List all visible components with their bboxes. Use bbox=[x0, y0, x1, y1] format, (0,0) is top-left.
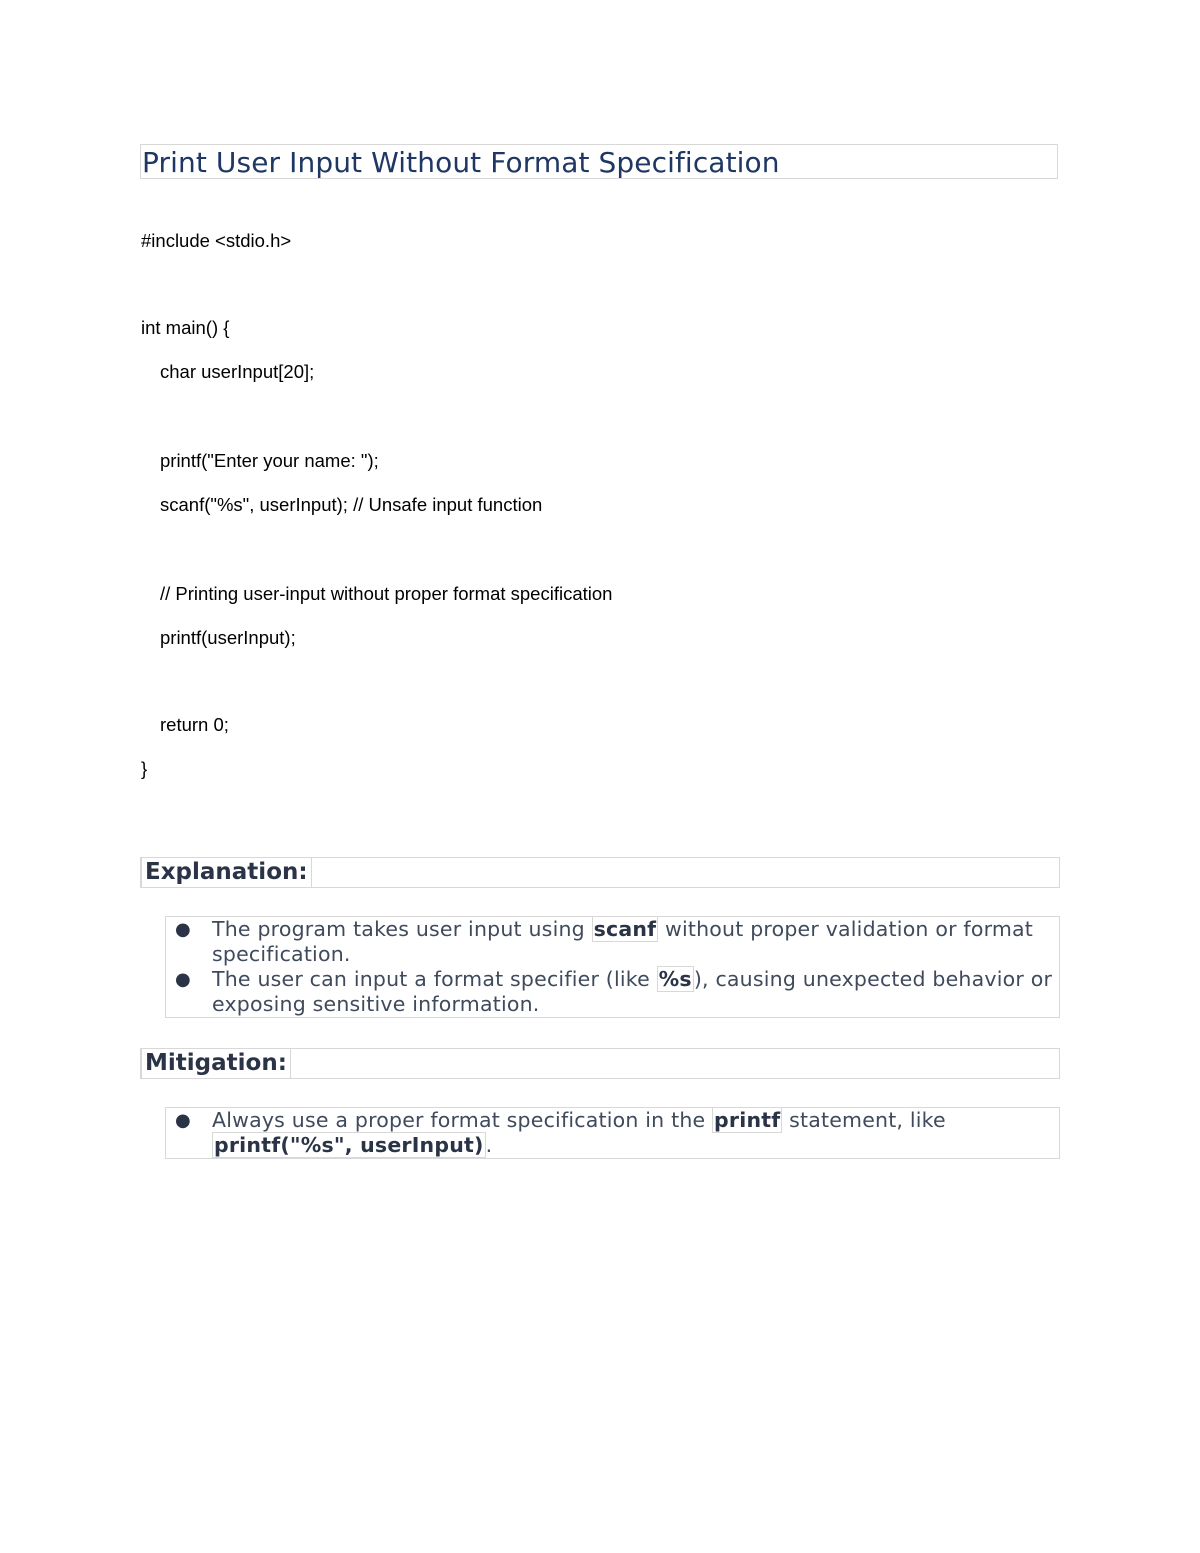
list-item-text: without proper validation or format specification. bbox=[212, 917, 1034, 966]
explanation-heading-box bbox=[140, 857, 1060, 888]
mitigation-list bbox=[165, 1107, 1060, 1159]
list-item-text: Always use a proper format specification in the bbox=[212, 1108, 713, 1132]
list-item bbox=[166, 917, 1059, 967]
code-line-comment: // Printing user-input without proper format specification bbox=[160, 583, 613, 604]
inline-code: scanf bbox=[593, 917, 657, 941]
code-line-scanf: scanf("%s", userInput); // Unsafe input function bbox=[160, 494, 543, 515]
code-line-declare: char userInput[20]; bbox=[160, 361, 315, 382]
code-line-return: return 0; bbox=[160, 714, 229, 735]
bullet-icon: ● bbox=[175, 969, 191, 990]
bullet-icon: ● bbox=[175, 919, 191, 940]
list-item-text: The program takes user input using bbox=[212, 917, 592, 941]
inline-code: printf bbox=[714, 1108, 781, 1132]
list-item-text: statement, like bbox=[782, 1108, 946, 1132]
code-line-main: int main() { bbox=[141, 317, 230, 338]
mitigation-heading: Mitigation: bbox=[141, 1048, 291, 1079]
page-title: Print User Input Without Format Specification bbox=[142, 146, 780, 179]
inline-code: printf("%s", userInput) bbox=[214, 1133, 484, 1157]
code-line-include: #include <stdio.h> bbox=[141, 230, 292, 251]
explanation-list bbox=[165, 916, 1060, 1018]
list-item-text: . bbox=[485, 1133, 493, 1157]
code-line-printf-unsafe: printf(userInput); bbox=[160, 627, 296, 648]
bullet-icon: ● bbox=[175, 1110, 191, 1131]
explanation-heading: Explanation: bbox=[141, 857, 312, 888]
list-item-text: ), causing unexpected behavior or exposing sensitive information. bbox=[212, 967, 1053, 1016]
inline-code: %s bbox=[658, 967, 692, 991]
mitigation-heading-box bbox=[140, 1048, 1060, 1079]
list-item bbox=[166, 967, 1059, 1017]
title-box bbox=[140, 144, 1058, 179]
code-line-close-brace: } bbox=[141, 758, 148, 779]
code-line-printf-prompt: printf("Enter your name: "); bbox=[160, 450, 379, 471]
list-item bbox=[166, 1108, 1059, 1158]
list-item-text: The user can input a format specifier (like bbox=[212, 967, 657, 991]
